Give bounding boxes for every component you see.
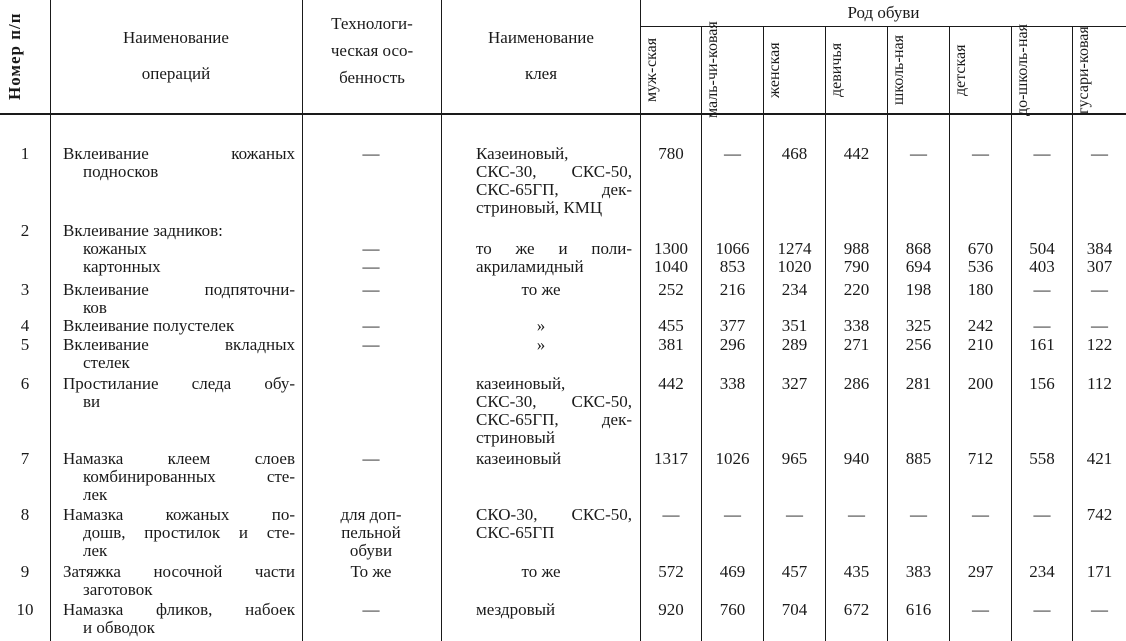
- operation-text: комбинированных сте-: [83, 467, 295, 486]
- shoe-value: —: [1091, 600, 1108, 619]
- shoe-value: 1300: [654, 239, 688, 258]
- shoe-value: 853: [719, 257, 746, 276]
- shoe-value: 468: [781, 144, 808, 163]
- header-shoe-type: Род обуви: [847, 3, 920, 22]
- header-shoe-type-part: ковая: [1075, 26, 1092, 63]
- shoe-value: —: [972, 144, 989, 163]
- shoe-value: 1317: [654, 449, 688, 468]
- operation-text: Намазка кожаных по-: [63, 505, 295, 524]
- shoe-value: 381: [658, 335, 684, 354]
- shoe-value: 742: [1086, 505, 1113, 524]
- operation-text: дошв, простилок и сте-: [83, 523, 295, 542]
- header-shoe-type-cell: [704, 21, 761, 119]
- operation-text: заготовок: [83, 580, 153, 599]
- row-number: 10: [16, 600, 34, 619]
- shoe-value: 469: [719, 562, 746, 581]
- header-shoe-type-part: ная: [1014, 23, 1031, 47]
- shoe-value: —: [724, 144, 741, 163]
- col-divider: [441, 0, 442, 641]
- shoe-value: 234: [1029, 562, 1055, 581]
- shoe-value: —: [1033, 280, 1051, 299]
- shoe-value: 156: [1029, 374, 1055, 393]
- shoe-value: 988: [843, 239, 870, 258]
- technology-text: —: [362, 280, 380, 299]
- shoe-value: 1066: [715, 239, 750, 258]
- header-shoe-type-part: школь-: [1014, 46, 1031, 95]
- shoe-value: —: [786, 505, 803, 524]
- shoe-value: 712: [967, 449, 994, 468]
- shoe-value: 384: [1086, 239, 1113, 258]
- operation-text: Вклеивание кожаных: [63, 144, 295, 163]
- shoe-value: 885: [905, 449, 932, 468]
- glue-text: СКО-30, СКС-50,: [476, 505, 632, 524]
- header-glue-line: Наименование: [488, 28, 594, 47]
- shoe-value: 252: [658, 280, 684, 299]
- technology-text: для доп-: [340, 505, 402, 524]
- shoe-value: 351: [781, 316, 808, 335]
- header-technology-line: Технологи-: [331, 14, 413, 33]
- shoe-value: 670: [967, 239, 994, 258]
- glue-text: казеиновый,: [476, 374, 566, 393]
- operation-text: стелек: [83, 353, 130, 372]
- shoe-value: 271: [843, 335, 870, 354]
- header-number: Номер п/п: [5, 12, 24, 100]
- shoe-value: 435: [843, 562, 870, 581]
- shoe-value: 672: [843, 600, 870, 619]
- shoe-value: 112: [1087, 374, 1112, 393]
- glue-text: СКС-65ГП, дек-: [476, 180, 632, 199]
- shoe-value: 200: [967, 374, 994, 393]
- shoe-value: —: [1091, 280, 1108, 299]
- shoe-value: 383: [905, 562, 932, 581]
- row-number: 1: [20, 144, 30, 163]
- shoe-value: 377: [719, 316, 746, 335]
- header-shoe-type-cell: [643, 30, 699, 110]
- shoe-value: 694: [905, 257, 932, 276]
- shoe-value: 210: [967, 335, 994, 354]
- glue-text: »: [536, 335, 546, 354]
- header-shoe-type-cell: [766, 30, 823, 110]
- glue-text: то же: [521, 562, 561, 581]
- row-number: 2: [20, 221, 30, 240]
- header-shoe-type-part: до-: [1014, 94, 1031, 117]
- shoe-value: —: [972, 505, 989, 524]
- shoe-value: 171: [1086, 562, 1113, 581]
- col-divider: [50, 0, 51, 641]
- shoe-value: —: [1091, 316, 1108, 335]
- header-operation-line: Наименование: [123, 28, 229, 47]
- operation-text: лек: [83, 541, 108, 560]
- shoe-value: 780: [658, 144, 684, 163]
- shoe-value: 180: [967, 280, 994, 299]
- operation-text: лек: [83, 485, 108, 504]
- glue-text: мездровый: [476, 600, 556, 619]
- shoe-value: 256: [905, 335, 932, 354]
- glue-text: казеиновый: [476, 449, 562, 468]
- shoe-value: 161: [1029, 335, 1055, 354]
- shoe-value: 455: [658, 316, 684, 335]
- operation-text: ков: [83, 298, 107, 317]
- shoe-value: —: [1033, 600, 1051, 619]
- shoe-value: 281: [905, 374, 932, 393]
- operation-text: Вклеивание полустелек: [63, 316, 235, 335]
- header-shoe-type-cell: [1075, 26, 1124, 114]
- header-shoe-type-cell: [1014, 23, 1070, 117]
- header-shoe-type-part: школь-: [890, 57, 907, 106]
- glue-text: СКС-65ГП, дек-: [476, 410, 632, 429]
- header-glue: [443, 26, 639, 86]
- header-shoe-type-part: муж-: [643, 67, 660, 102]
- glue-text: то же: [521, 280, 561, 299]
- operation-text: Намазка клеем слоев: [63, 449, 295, 468]
- header-shoe-type-cell: [828, 30, 885, 110]
- header-shoe-type-cell: [952, 30, 1009, 110]
- operation-text: Затяжка носочной части: [63, 562, 295, 581]
- shoe-value: 421: [1086, 449, 1113, 468]
- glue-text: то же и поли-: [476, 239, 632, 258]
- shoe-value: 234: [781, 280, 808, 299]
- row-number: 8: [20, 505, 30, 524]
- shoe-value: 220: [843, 280, 870, 299]
- technology-text: —: [362, 239, 380, 258]
- shoe-value: —: [1091, 144, 1108, 163]
- shoe-value: 790: [843, 257, 870, 276]
- shoe-value: 1026: [715, 449, 750, 468]
- shoe-value: 442: [658, 374, 684, 393]
- shoe-value: 242: [967, 316, 994, 335]
- technology-text: —: [362, 600, 380, 619]
- shoe-value: 457: [781, 562, 808, 581]
- operation-text: и обводок: [83, 618, 155, 637]
- operation-text: подносков: [83, 162, 159, 181]
- header-glue-line: клея: [524, 64, 558, 83]
- operation-text: кожаных: [83, 239, 147, 258]
- header-shoe-type-cell: [890, 30, 947, 110]
- col-divider: [302, 0, 303, 641]
- row-number: 7: [20, 449, 30, 468]
- shoe-value: —: [1033, 144, 1051, 163]
- shoe-value: 338: [843, 316, 870, 335]
- technology-text: —: [362, 144, 380, 163]
- glue-text: стриновый: [476, 428, 555, 447]
- shoe-value: 940: [843, 449, 870, 468]
- shoe-value: 504: [1029, 239, 1055, 258]
- shoe-value: 307: [1086, 257, 1113, 276]
- header-shoe-type-part: ковая: [704, 21, 721, 59]
- shoe-value: 289: [781, 335, 808, 354]
- operation-text: Простилание следа обу-: [63, 374, 295, 393]
- operation-text: картонных: [83, 257, 161, 276]
- header-shoe-type-part: чи-: [704, 58, 721, 81]
- header-shoe-type-part: маль-: [704, 80, 721, 119]
- glue-text: Казеиновый,: [476, 144, 569, 163]
- shoe-value: —: [1033, 316, 1051, 335]
- shoe-value: 338: [719, 374, 746, 393]
- row-number: 6: [20, 374, 30, 393]
- shoe-value: —: [910, 505, 927, 524]
- technology-text: —: [362, 449, 380, 468]
- shoe-value: 325: [905, 316, 932, 335]
- glue-text: СКС-30, СКС-50,: [476, 162, 632, 181]
- shoe-value: 760: [719, 600, 746, 619]
- shoe-value: 286: [843, 374, 870, 393]
- shoe-value: —: [1033, 505, 1051, 524]
- technology-text: То же: [350, 562, 392, 581]
- shoe-value: 704: [781, 600, 808, 619]
- shoe-value: 216: [719, 280, 746, 299]
- shoe-value: 297: [967, 562, 994, 581]
- shoe-value: 1274: [777, 239, 812, 258]
- shoe-value: 1040: [654, 257, 688, 276]
- glue-text: СКС-30, СКС-50,: [476, 392, 632, 411]
- row-number: 5: [20, 335, 30, 354]
- shoe-value: 122: [1086, 335, 1113, 354]
- glue-text: СКС-65ГП: [476, 523, 555, 542]
- glue-text: »: [536, 316, 546, 335]
- shoe-value: 920: [658, 600, 684, 619]
- technology-text: —: [362, 316, 380, 335]
- operation-text: Вклеивание подпяточни-: [63, 280, 295, 299]
- shoe-value: —: [848, 505, 865, 524]
- operation-text: Намазка фликов, набоек: [63, 600, 295, 619]
- row-number: 4: [20, 316, 30, 335]
- shoe-value: 536: [967, 257, 994, 276]
- header-shoe-type-part: девичья: [828, 42, 845, 98]
- row-number: 3: [20, 280, 30, 299]
- technology-text: пельной: [341, 523, 401, 542]
- header-technology: [304, 12, 440, 90]
- shoe-value: —: [910, 144, 927, 163]
- shoe-value: 868: [905, 239, 932, 258]
- header-bottom-rule: [0, 113, 1126, 115]
- header-operation-line: операций: [141, 64, 211, 83]
- operation-text: ви: [83, 392, 101, 411]
- shoe-value: 572: [658, 562, 684, 581]
- shoe-value: 616: [905, 600, 932, 619]
- header-shoe-type-part: детская: [952, 44, 969, 96]
- shoe-value: 965: [781, 449, 808, 468]
- shoe-value: 403: [1029, 257, 1055, 276]
- shoe-value: 327: [781, 374, 808, 393]
- header-operation: [60, 26, 292, 86]
- header-shoe-type-part: ская: [643, 38, 660, 68]
- glue-text: стриновый, КМЦ: [476, 198, 603, 217]
- header-shoe-type-part: женская: [766, 42, 783, 98]
- technology-text: обуви: [349, 541, 393, 560]
- shoe-value: 1020: [777, 257, 812, 276]
- header-technology-line: ческая осо-: [330, 41, 414, 60]
- shoe-value: —: [972, 600, 989, 619]
- glue-text: акриламидный: [476, 257, 584, 276]
- operation-text: Вклеивание вкладных: [63, 335, 295, 354]
- shoe-value: —: [724, 505, 741, 524]
- shoe-value: —: [662, 505, 680, 524]
- header-shoe-type-part: ная: [890, 34, 907, 58]
- row-number: 9: [20, 562, 30, 581]
- technology-text: —: [362, 257, 380, 276]
- shoe-value: 296: [719, 335, 746, 354]
- shoe-value: 198: [905, 280, 932, 299]
- shoe-value: 442: [843, 144, 870, 163]
- header-shoe-type-part: гусари-: [1075, 62, 1092, 114]
- header-technology-line: бенность: [339, 68, 405, 87]
- shoe-value: 558: [1029, 449, 1055, 468]
- operation-text: Вклеивание задников:: [63, 221, 223, 240]
- technology-text: —: [362, 335, 380, 354]
